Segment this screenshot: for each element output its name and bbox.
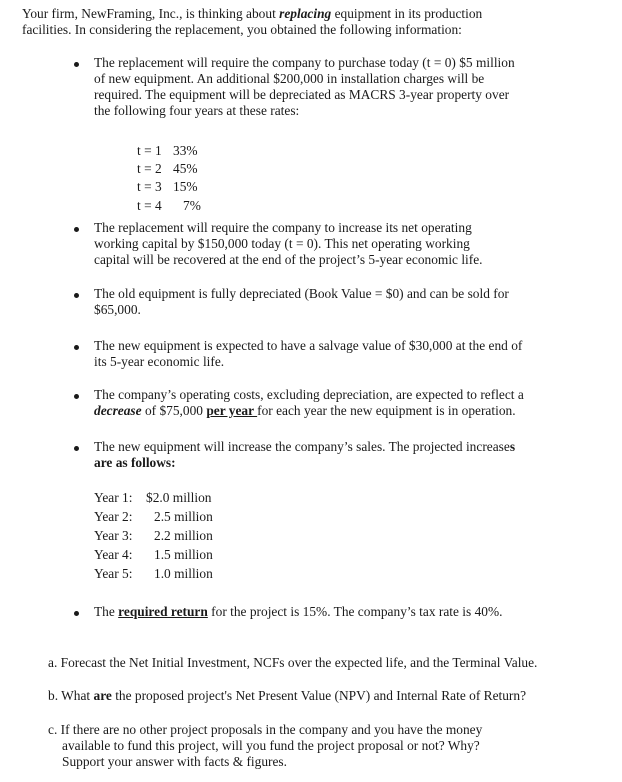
intro-text: Your firm, NewFraming, Inc., is thinking about bbox=[22, 6, 280, 21]
bullet2-line-2: working capital by $150,000 today (t = 0). This net operating working bbox=[94, 236, 470, 251]
macrs-row bbox=[137, 179, 198, 195]
bullet1-line-1: The replacement will require the company to purchase today (t = 0) $5 million bbox=[94, 55, 515, 70]
sales-year: Year 2: bbox=[94, 509, 133, 524]
bullet1-line-2: of new equipment. An additional $200,000 in installation charges will be bbox=[94, 71, 485, 86]
question-c-line-1: c. If there are no other project proposals in the company and you have the money bbox=[48, 722, 483, 737]
sales-row bbox=[94, 528, 213, 544]
sales-row bbox=[94, 566, 213, 582]
macrs-row bbox=[137, 143, 198, 159]
sales-year: Year 3: bbox=[94, 528, 133, 543]
bullet-icon bbox=[74, 293, 79, 298]
macrs-year: t = 2 bbox=[137, 161, 162, 176]
bullet6-line-2: are as follows: bbox=[94, 455, 176, 470]
macrs-rate: 7% bbox=[183, 198, 201, 213]
sales-value: $2.0 million bbox=[146, 490, 212, 505]
bullet-icon bbox=[74, 345, 79, 350]
sales-year: Year 5: bbox=[94, 566, 133, 581]
macrs-rate: 33% bbox=[173, 143, 198, 158]
sales-value: 2.5 million bbox=[154, 509, 213, 524]
sales-value: 1.0 million bbox=[154, 566, 213, 581]
macrs-rate: 15% bbox=[173, 179, 198, 194]
intro-text-end: equipment in its production bbox=[331, 6, 483, 21]
sales-value: 2.2 million bbox=[154, 528, 213, 543]
intro-line-1 bbox=[22, 6, 482, 22]
bullet-icon bbox=[74, 227, 79, 232]
bullet4-line-1: The new equipment is expected to have a salvage value of $30,000 at the end of bbox=[94, 338, 523, 353]
macrs-year: t = 1 bbox=[137, 143, 162, 158]
bullet3-line-2: $65,000. bbox=[94, 302, 141, 317]
question-b bbox=[48, 688, 526, 704]
bullet6-line-1 bbox=[94, 439, 515, 455]
intro-line-2: facilities. In considering the replacement, you obtained the following information: bbox=[22, 22, 462, 37]
bullet-icon bbox=[74, 611, 79, 616]
bullet5-line-1: The company’s operating costs, excluding depreciation, are expected to reflect a bbox=[94, 387, 524, 402]
bullet-icon bbox=[74, 446, 79, 451]
sales-row bbox=[94, 547, 213, 563]
bullet1-line-4: the following four years at these rates: bbox=[94, 103, 300, 118]
bullet5-tail: for each year the new equipment is in operation. bbox=[257, 403, 516, 418]
question-b-bold: are bbox=[93, 688, 112, 703]
bullet2-line-1: The replacement will require the company to increase its net operating bbox=[94, 220, 472, 235]
macrs-year: t = 4 bbox=[137, 198, 162, 213]
sales-value: 1.5 million bbox=[154, 547, 213, 562]
question-a: a. Forecast the Net Initial Investment, NCFs over the expected life, and the Terminal Value. bbox=[48, 655, 538, 670]
bullet3-line-1: The old equipment is fully depreciated (Book Value = $0) and can be sold for bbox=[94, 286, 509, 301]
sales-year: Year 4: bbox=[94, 547, 133, 562]
question-b-post: the proposed project's Net Present Value (NPV) and Internal Rate of Return? bbox=[111, 688, 527, 703]
macrs-rate: 45% bbox=[173, 161, 198, 176]
required-return-underline: required return bbox=[118, 604, 208, 619]
per-year-underline: per year bbox=[206, 403, 258, 418]
question-c-line-2: available to fund this project, will you fund the project proposal or not? Why? bbox=[62, 738, 480, 753]
bullet6-bold-s: s bbox=[509, 439, 516, 454]
bullet-icon bbox=[74, 394, 79, 399]
question-c-line-3: Support your answer with facts & figures. bbox=[62, 754, 287, 769]
bullet1-line-3: required. The equipment will be depreciated as MACRS 3-year property over bbox=[94, 87, 510, 102]
sales-year: Year 1: bbox=[94, 490, 133, 505]
question-b-pre: b. What bbox=[48, 688, 94, 703]
bullet7-line bbox=[94, 604, 502, 620]
sales-row bbox=[94, 509, 213, 525]
intro-emphasis: replacing bbox=[279, 6, 332, 21]
decrease-emphasis: decrease bbox=[94, 403, 142, 418]
macrs-row bbox=[137, 198, 201, 214]
macrs-row bbox=[137, 161, 198, 177]
bullet6-text: The new equipment will increase the company’s sales. The projected increase bbox=[94, 439, 510, 454]
bullet7-tail: for the project is 15%. The company’s tax rate is 40%. bbox=[207, 604, 503, 619]
bullet5-amount: of $75,000 bbox=[141, 403, 207, 418]
macrs-year: t = 3 bbox=[137, 179, 162, 194]
bullet2-line-3: capital will be recovered at the end of the project’s 5-year economic life. bbox=[94, 252, 483, 267]
bullet4-line-2: its 5-year economic life. bbox=[94, 354, 225, 369]
sales-row bbox=[94, 490, 211, 506]
bullet5-line-2 bbox=[94, 403, 516, 419]
bullet7-text: The bbox=[94, 604, 119, 619]
bullet-icon bbox=[74, 62, 79, 67]
